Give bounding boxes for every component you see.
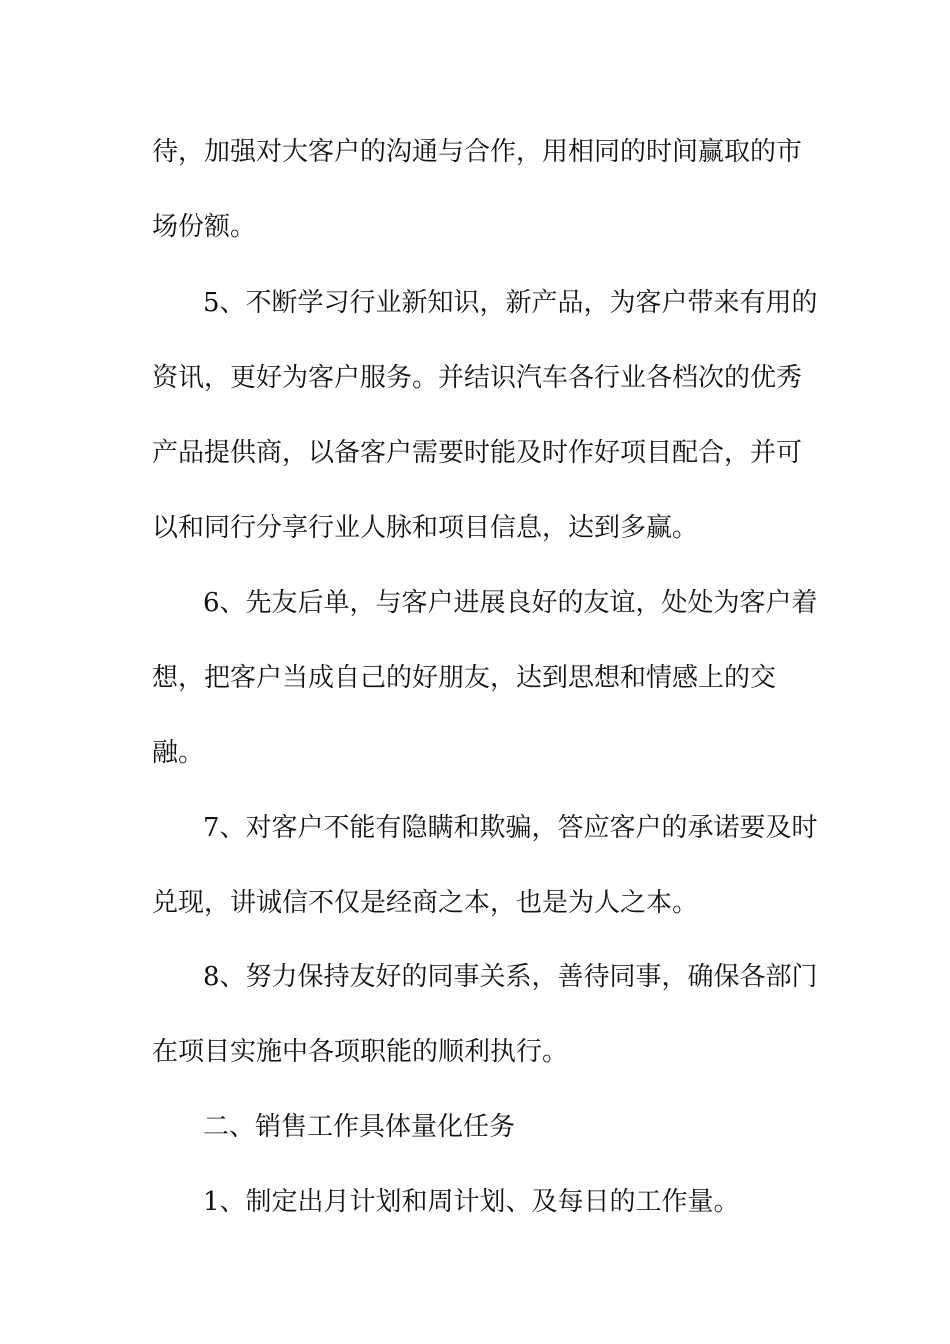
text-line-1: 待，加强对大客户的沟通与合作，用相同的时间赢取的市 xyxy=(152,137,803,167)
text-line-2: 场份额。 xyxy=(152,212,257,242)
text-line-11: 兑现，讲诚信不仅是经商之本，也是为人之本。 xyxy=(152,888,699,918)
text-line-6: 以和同行分享行业人脉和项目信息，达到多赢。 xyxy=(152,513,699,543)
text-line-10: 7、对客户不能有隐瞒和欺骗，答应客户的承诺要及时 xyxy=(203,813,818,843)
text-line-3: 5、不断学习行业新知识，新产品，为客户带来有用的 xyxy=(203,288,818,318)
text-line-13: 在项目实施中各项职能的顺利执行。 xyxy=(152,1037,569,1067)
text-line-7: 6、先友后单，与客户进展良好的友谊，处处为客户着 xyxy=(203,588,818,618)
text-line-4: 资讯，更好为客户服务。并结识汽车各行业各档次的优秀 xyxy=(152,363,803,393)
text-line-12: 8、努力保持友好的同事关系，善待同事，确保各部门 xyxy=(203,962,818,992)
text-line-8: 想，把客户当成自己的好朋友，达到思想和情感上的交 xyxy=(152,663,777,693)
text-line-9: 融。 xyxy=(152,738,205,768)
section-heading: 二、销售工作具体量化任务 xyxy=(203,1112,516,1142)
text-line-15: 1、制定出月计划和周计划、及每日的工作量。 xyxy=(203,1187,740,1217)
text-line-5: 产品提供商，以备客户需要时能及时作好项目配合，并可 xyxy=(152,438,803,468)
